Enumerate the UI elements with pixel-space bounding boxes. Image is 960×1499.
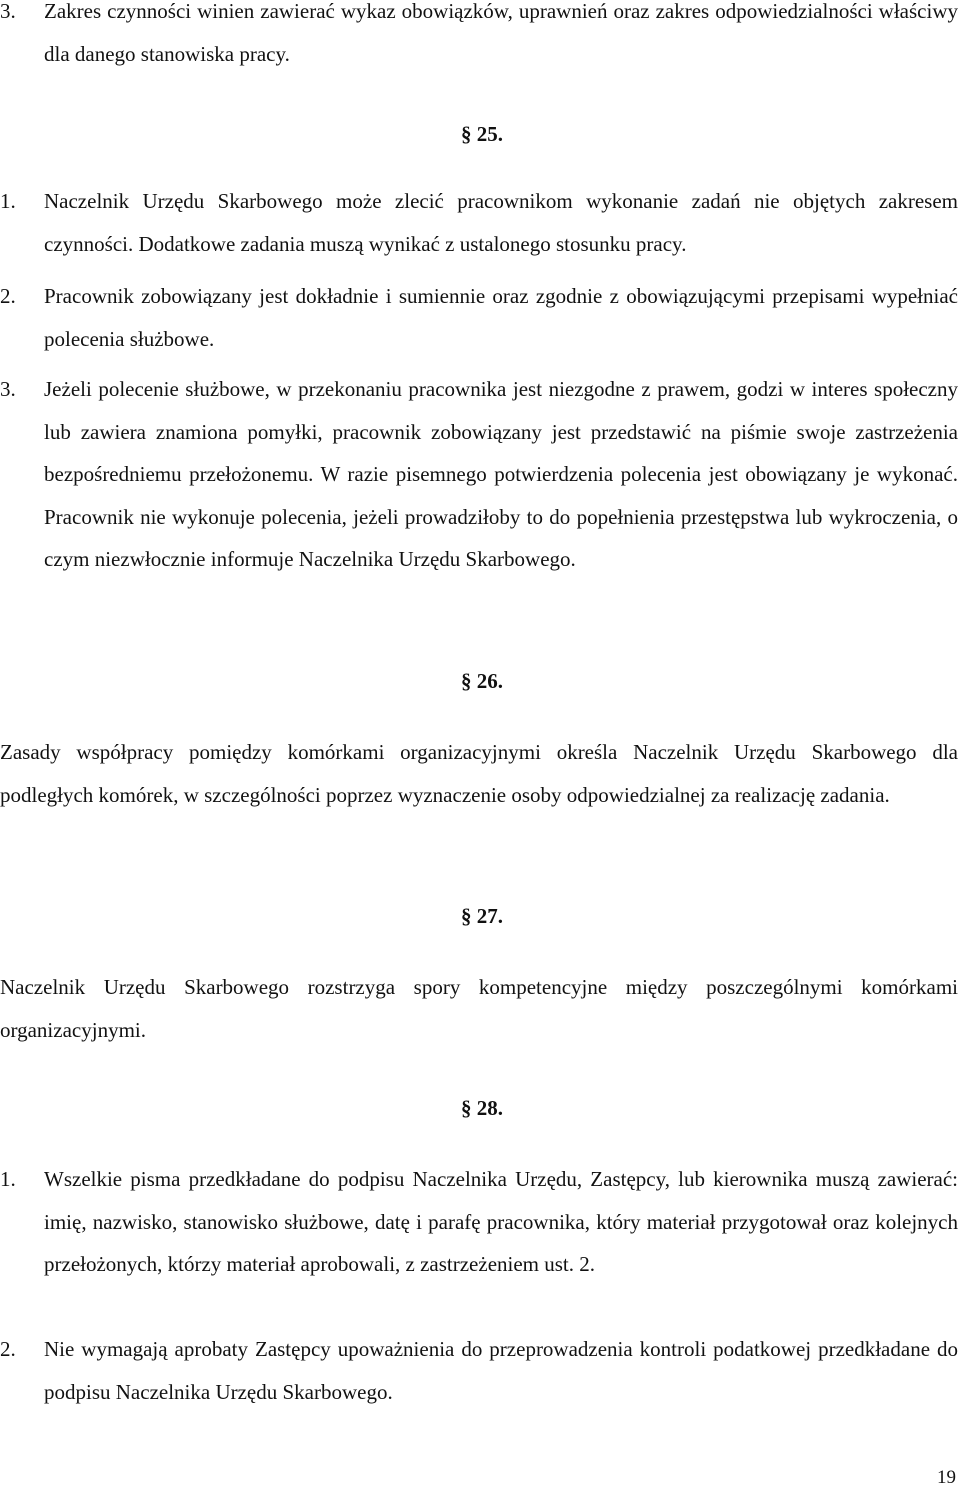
list-item	[0, 1328, 958, 1413]
list-item	[0, 275, 958, 360]
item-number: 3.	[0, 377, 16, 401]
item-number: 1.	[0, 1167, 16, 1191]
item-number: 3.	[0, 0, 16, 23]
item-text: Wszelkie pisma przedkładane do podpisu Naczelnika Urzędu, Zastępcy, lub kierownika muszą zawierać: imię, nazwisko, stanowisko służbowe, datę i parafę pracownika, który materiał przygotował oraz kolejnych przełożonych, którzy materiał aprobowali, z zastrzeżeniem ust. 2.	[44, 1167, 958, 1276]
item-text: Jeżeli polecenie służbowe, w przekonaniu pracownika jest niezgodne z prawem, godzi w interes społeczny lub zawiera znamiona pomyłki, pracownik zobowiązany jest przedstawić na piśmie swoje zastrzeżenia bezpośredniemu przełożonemu. W razie pisemnego potwierdzenia polecenia jest obowiązany je wykonać. Pracownik nie wykonuje polecenia, jeżeli prowadziłoby to do popełnienia przestępstwa lub wykroczenia, o czym niezwłocznie informuje Naczelnika Urzędu Skarbowego.	[44, 377, 958, 571]
paragraph: Naczelnik Urzędu Skarbowego rozstrzyga spory kompetencyjne między poszczególnymi komórkami organizacyjnymi.	[0, 975, 958, 1042]
page-number: 19	[937, 1467, 956, 1488]
paragraph: Zasady współpracy pomiędzy komórkami organizacyjnymi określa Naczelnik Urzędu Skarbowego dla podległych komórek, w szczególności poprzez wyznaczenie osoby odpowiedzialnej za realizację zadania.	[0, 740, 958, 807]
item-number: 1.	[0, 189, 16, 213]
list-item	[0, 180, 958, 265]
list-item	[0, 368, 958, 581]
section-heading: § 28.	[461, 1096, 503, 1120]
item-number: 2.	[0, 284, 16, 308]
item-number: 2.	[0, 1337, 16, 1361]
item-text: Pracownik zobowiązany jest dokładnie i sumiennie oraz zgodnie z obowiązującymi przepisami wypełniać polecenia służbowe.	[44, 284, 958, 351]
item-text: Nie wymagają aprobaty Zastępcy upoważnienia do przeprowadzenia kontroli podatkowej przedkładane do podpisu Naczelnika Urzędu Skarbowego.	[44, 1337, 958, 1404]
section-heading: § 25.	[461, 122, 503, 146]
section-heading: § 27.	[461, 904, 503, 928]
list-item	[0, 1158, 958, 1286]
item-text: Zakres czynności winien zawierać wykaz obowiązków, uprawnień oraz zakres odpowiedzialności właściwy dla danego stanowiska pracy.	[44, 0, 958, 66]
item-text: Naczelnik Urzędu Skarbowego może zlecić pracownikom wykonanie zadań nie objętych zakresem czynności. Dodatkowe zadania muszą wynikać z ustalonego stosunku pracy.	[44, 189, 958, 256]
list-item	[0, 0, 958, 75]
section-heading: § 26.	[461, 669, 503, 693]
